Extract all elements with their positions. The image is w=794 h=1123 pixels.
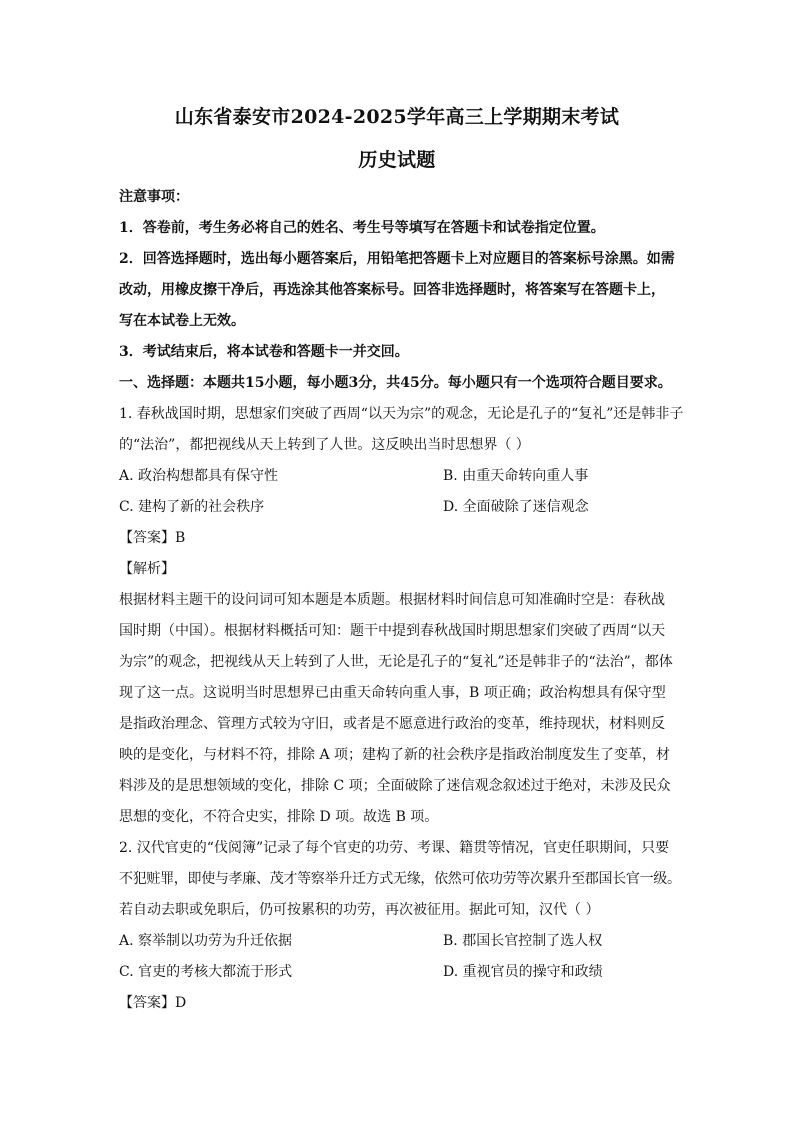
question-1-analysis-label: 【解析】: [119, 561, 175, 577]
question-1-option-d: D. 全面破除了迷信观念: [443, 499, 589, 515]
question-2-stem-line-1: 2. 汉代官吏的“伐阅簿”记录了每个官吏的功劳、考课、籍贯等情况，官吏任职期间，只要: [119, 840, 670, 856]
question-1-option-a: A. 政治构想都具有保守性: [119, 468, 279, 484]
notice-heading: 注意事项：: [119, 189, 189, 205]
question-2-stem-line-2: 不犯赃罪，即使与孝廉、茂才等察举升迁方式无缘，依然可依功劳等次累升至郡国长官一级。: [119, 871, 681, 887]
question-2-option-c: C. 官吏的考核大都流于形式: [119, 964, 293, 980]
notice-item-2-line-1: 2．回答选择题时，选出每小题答案后，用铅笔把答题卡上对应题目的答案标号涂黑。如需: [119, 251, 675, 267]
question-2-stem-line-3: 若自动去职或免职后，仍可按累积的功劳，再次被征用。据此可知，汉代（ ）: [119, 902, 600, 918]
question-2-option-a: A. 察举制以功劳为升迁依据: [119, 933, 293, 949]
question-1-option-c: C. 建构了新的社会秩序: [119, 499, 265, 515]
question-2-option-b: B. 郡国长官控制了选人权: [443, 933, 603, 949]
notice-item-3: 3．考试结束后，将本试卷和答题卡一并交回。: [119, 344, 409, 360]
question-1-analysis-line: 映的是变化，与材料不符，排除 A 项；建构了新的社会秩序是指政治制度发生了变革，材: [119, 747, 671, 763]
question-2-answer: 【答案】D: [119, 995, 187, 1011]
exam-title: 山东省泰安市2024-2025学年高三上学期期末考试: [174, 106, 620, 128]
notice-item-2-line-2: 改动，用橡皮擦干净后，再选涂其他答案标号。回答非选择题时，将答案写在答题卡上，: [119, 282, 665, 298]
question-1-analysis-line: 根据材料主题干的设问词可知本题是本质题。根据材料时间信息可知准确时空是：春秋战: [119, 592, 665, 608]
question-1-stem-line-1: 1. 春秋战国时期，思想家们突破了西周“以天为宗”的观念，无论是孔子的“复礼”还是韩非子: [119, 406, 684, 422]
question-1-stem-line-2: 的“法治”，都把视线从天上转到了人世。这反映出当时思想界（ ）: [119, 437, 530, 453]
question-1-option-b: B. 由重天命转向重人事: [443, 468, 589, 484]
question-1-analysis-line: 是指政治理念、管理方式较为守旧，或者是不愿意进行政治的变革，维持现状，材料则反: [119, 716, 665, 732]
question-1-analysis-line: 为宗”的观念，把视线从天上转到了人世，无论是孔子的“复礼”还是韩非子的“法治”，都体: [119, 654, 673, 670]
question-1-analysis-line: 思想的变化，不符合史实，排除 D 项。故选 B 项。: [119, 809, 439, 825]
question-1-analysis-line: 国时期（中国）。根据材料概括可知：题干中提到春秋战国时期思想家们突破了西周“以天: [119, 623, 666, 639]
question-1-analysis-line: 料涉及的是思想领域的变化，排除 C 项；全面破除了迷信观念叙述过于绝对，未涉及民众: [119, 778, 671, 794]
question-1-answer: 【答案】B: [119, 530, 186, 546]
subject-title: 历史试题: [358, 149, 436, 171]
notice-item-1: 1．答卷前，考生务必将自己的姓名、考生号等填写在答题卡和试卷指定位置。: [119, 220, 605, 236]
question-1-analysis-line: 现了这一点。这说明当时思想界已由重天命转向重人事，B 项正确；政治构想具有保守型: [119, 685, 666, 701]
question-2-option-d: D. 重视官员的操守和政绩: [443, 964, 603, 980]
section-heading: 一、选择题：本题共15小题，每小题3分，共45分。每小题只有一个选项符合题目要求。: [119, 375, 672, 391]
notice-item-2-line-3: 写在本试卷上无效。: [119, 313, 245, 329]
